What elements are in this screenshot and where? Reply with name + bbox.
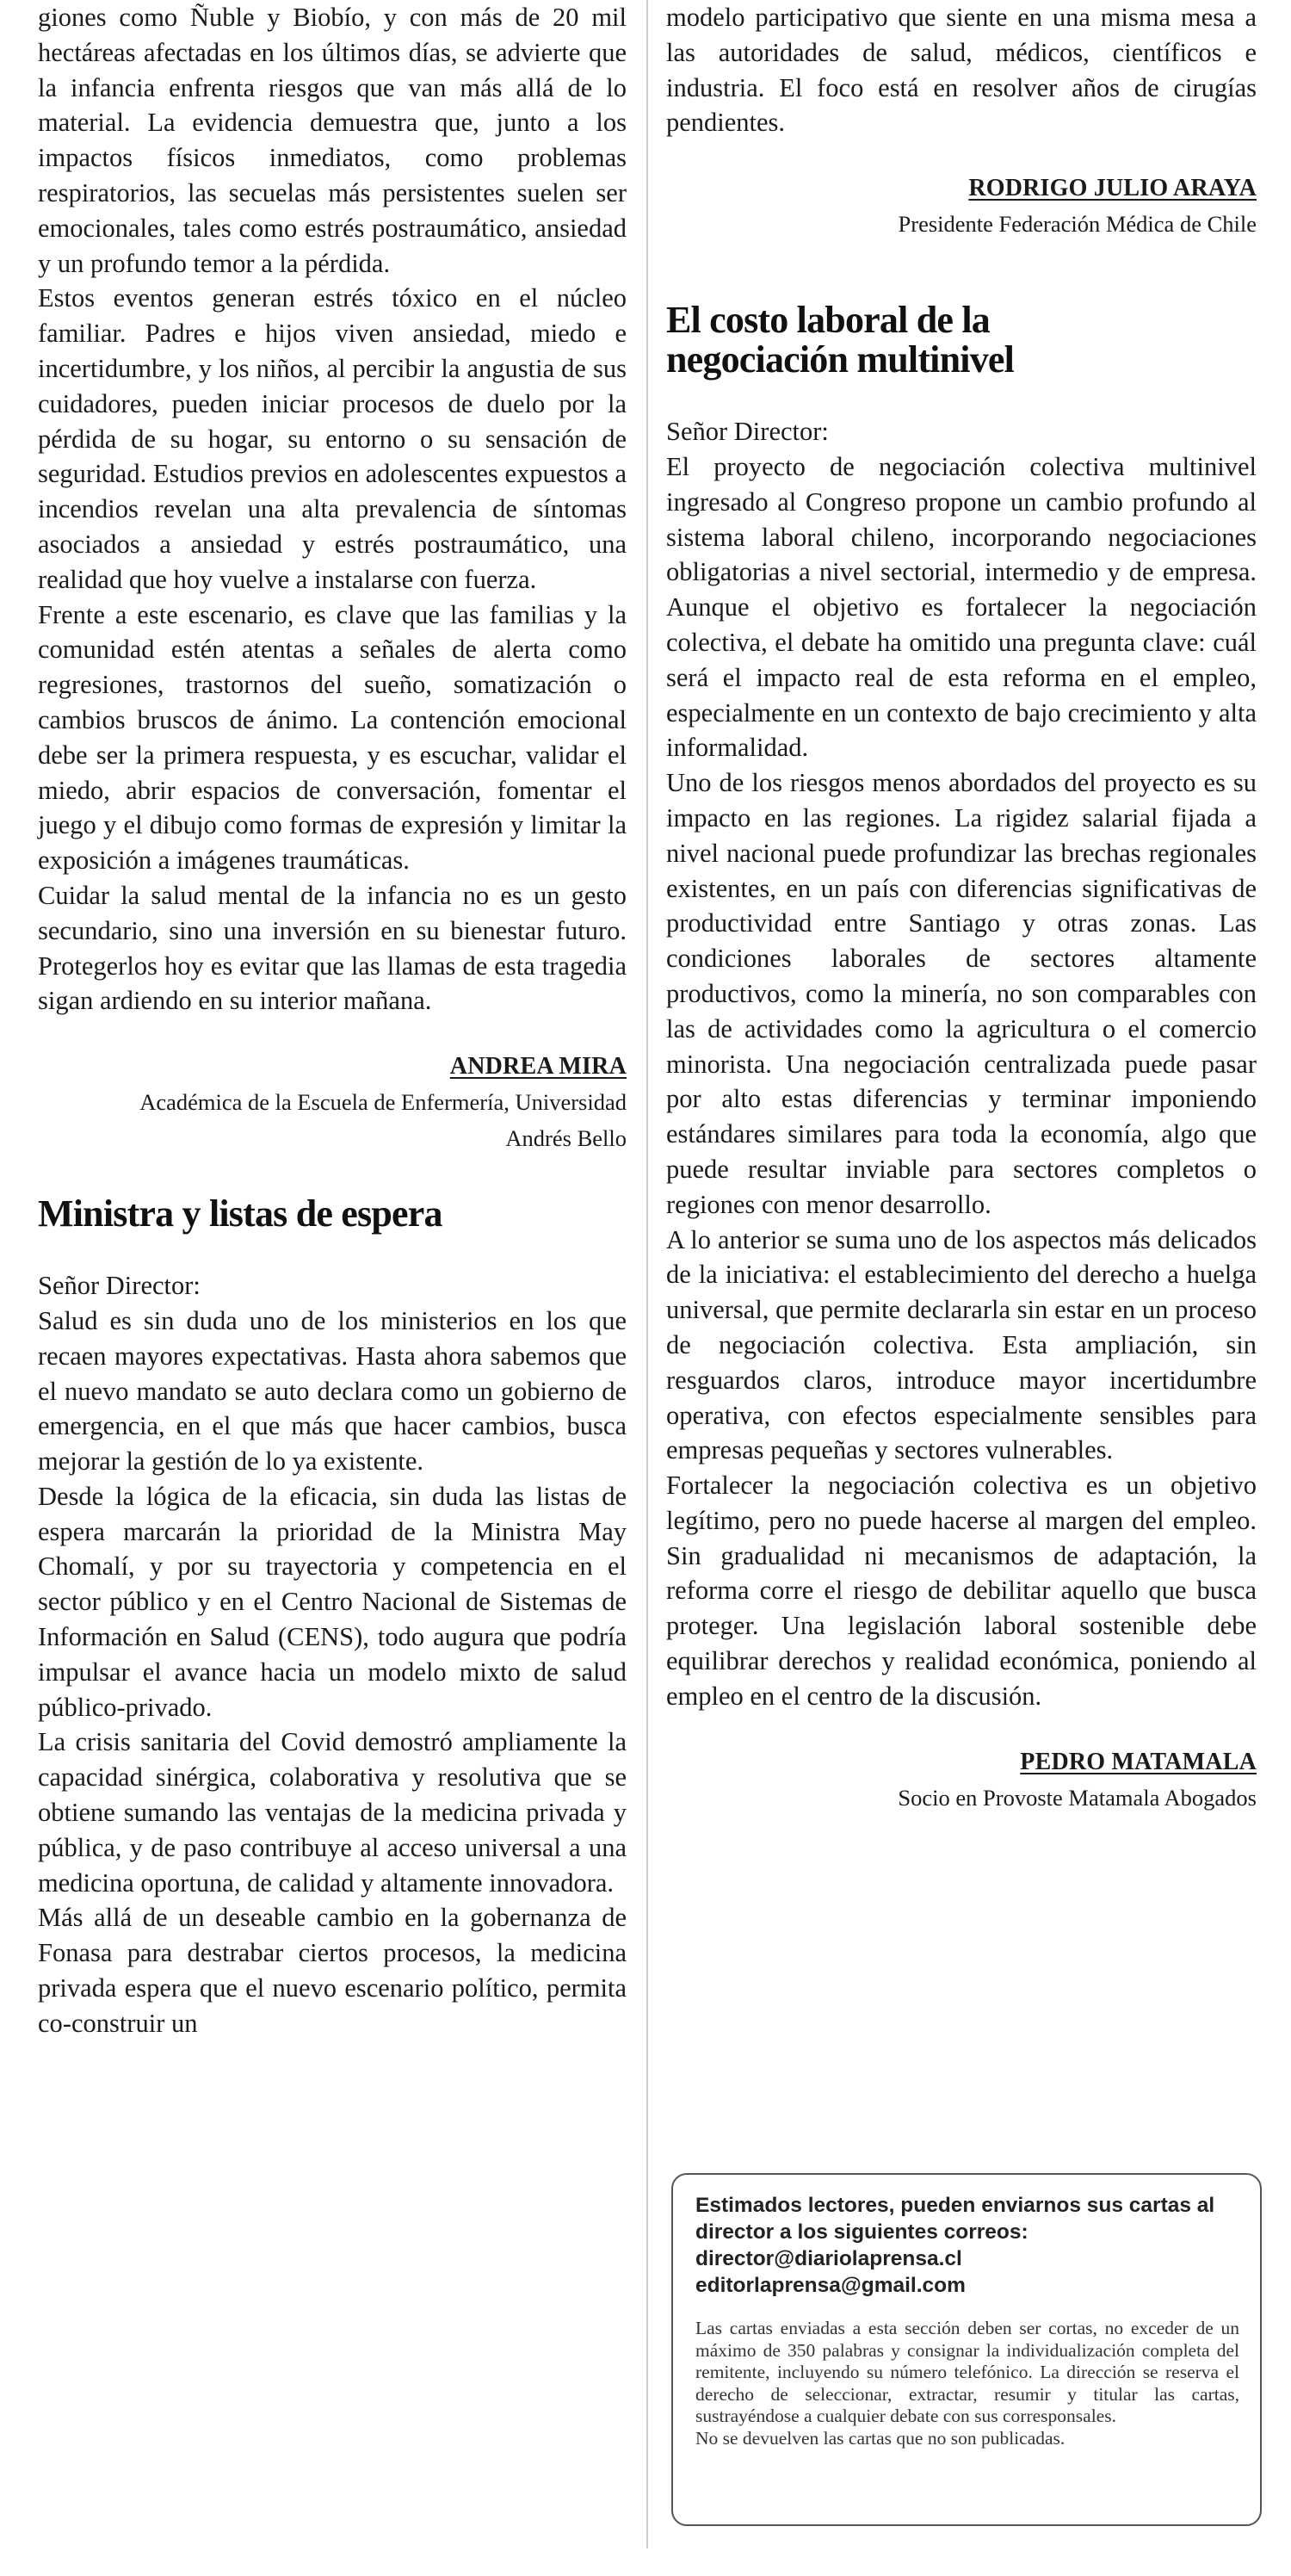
letter-paragraph: Uno de los riesgos menos abordados del proyecto es su impacto en las regiones. La rigidez salarial fijada a nivel nacional puede profundizar las brechas regionales existentes, en un país con diferencias significativas de productividad entre Santiago y otras zonas. Las condiciones laborales de sectores altamente productivos, como la minería, no son comparables con las de actividades como la agricultura o el comercio minorista. Una negociación centralizada puede pasar por alto estas diferencias y terminar imponiendo estándares similares para toda la economía, algo que puede resultar inviable para sectores completos o regiones con menor desarrollo. — [666, 768, 1257, 1219]
letters-submission-notice — [671, 2173, 1262, 2526]
signature-name: ANDREA MIRA — [449, 1053, 627, 1081]
letter-paragraph: Frente a este escenario, es clave que las familias y la comunidad estén atentas a señales de alerta como regresiones, trastornos del sueño, somatización o cambios bruscos de ánimo. La contención emocional debe ser la primera respuesta, y es escuchar, validar el miedo, abrir espacios de conversación, fomentar el juego y el dibujo como formas de expresión y limitar la exposición a imágenes traumáticas. — [38, 599, 627, 876]
letter-salutation: Señor Director: — [666, 417, 829, 447]
letter-title — [666, 300, 1257, 380]
letter-paragraph: A lo anterior se suma uno de los aspectos más delicados de la iniciativa: el establecimiento del derecho a huelga universal, que permite declararla sin estar en un proceso de negociación colectiva. Esta ampliación, sin resguardos claros, introduce mayor incertidumbre operativa, con efectos especialmente sensibles para empresas pequeñas y sectores vulnerables. — [666, 1224, 1257, 1465]
letter-paragraph: El proyecto de negociación colectiva multinivel ingresado al Congreso propone un cambio profundo al sistema laboral chileno, incorporando negociaciones obligatorias a nivel sectorial, intermedio y de empresa. Aunque el objetivo es fortalecer la negociación colectiva, el debate ha omitido una pregunta clave: cuál será el impacto real de esta reforma en el empleo, especialmente en un contexto de bajo crecimiento y alta informalidad. — [666, 451, 1257, 763]
column-divider — [646, 0, 648, 2548]
letter-paragraph: Estos eventos generan estrés tóxico en el núcleo familiar. Padres e hijos viven ansiedad, miedo e incertidumbre, y los niños, al percibir la angustia de sus cuidadores, pueden iniciar procesos de duelo por la pérdida de su hogar, su entorno o su sensación de seguridad. Estudios previos en adolescentes expuestos a incendios revelan una alta prevalencia de síntomas asociados a ansiedad y estrés postraumático, una realidad que hoy vuelve a instalarse con fuerza. — [38, 283, 627, 594]
letter-title-line: negociación multinivel — [666, 338, 1015, 381]
email-link-editor[interactable]: editorlaprensa@gmail.com — [695, 2274, 966, 2297]
letter-title: Ministra y listas de espera — [38, 1192, 442, 1235]
letter-title-line: El costo laboral de la — [666, 299, 990, 342]
letter-paragraph: Más allá de un deseable cambio en la gobernanza de Fonasa para destrabar ciertos procesos, la medicina privada espera que el nuevo escenario político, permita co-construir un — [38, 1903, 627, 2038]
letter-paragraph: Fortalecer la negociación colectiva es un objetivo legítimo, pero no puede hacerse al margen del empleo. Sin gradualidad ni mecanismos de adaptación, la reforma corre el riesgo de debilitar aquello que busca proteger. Una legislación laboral sostenible debe equilibrar derechos y realidad económica, poniendo al empleo en el centro de la discusión. — [666, 1471, 1257, 1711]
letter-ministra-listas — [38, 1194, 627, 2041]
letter-salutation: Señor Director: — [38, 1271, 201, 1301]
signature-role-continued: Andrés Bello — [505, 1125, 627, 1152]
signature-role: Socio en Provoste Matamala Abogados — [898, 1784, 1257, 1811]
letter-paragraph: giones como Ñuble y Biobío, y con más de 20 mil hectáreas afectadas en los últimos días, se advierte que la infancia enfrenta riesgos que van más allá de lo material. La evidencia demuestra que, junto a los impactos físicos inmediatos, como problemas respiratorios, las secuelas más persistentes suelen ser emocionales, tales como estrés postraumático, ansiedad y un profundo temor a la pérdida. — [38, 3, 627, 278]
letter-paragraph: Salud es sin duda uno de los ministerios en los que recaen mayores expectativas. Hasta ahora sabemos que el nuevo mandato se auto declara como un gobierno de emergencia, en el que más que hacer cambios, busca mejorar la gestión de lo ya existente. — [38, 1305, 627, 1477]
letter-paragraph: modelo participativo que siente en una misma mesa a las autoridades de salud, médicos, científicos e industria. El foco está en resolver años de cirugías pendientes. — [666, 3, 1257, 138]
right-column — [666, 0, 1257, 1816]
notice-intro — [695, 2192, 1239, 2299]
notice-rules-text: Las cartas enviadas a esta sección deben ser cortas, no exceder de un máximo de 350 palabras y consignar la individualización completa del remitente, incluyendo su número telefónico. La dirección se reserva el derecho de seleccionar, extractar, resumir y titular las cartas, sustrayéndose a cualquier debate con sus corresponsales. — [695, 2318, 1239, 2426]
signature-role: Presidente Federación Médica de Chile — [898, 211, 1257, 238]
letter-paragraph: La crisis sanitaria del Covid demostró ampliamente la capacidad sinérgica, colaborativa y resolutiva que se obtiene sumando las ventajas de la medicina privada y pública, y de paso contribuye al acceso universal a una medicina oportuna, de calidad y altamente innovadora. — [38, 1727, 627, 1898]
notice-rules — [695, 2318, 1239, 2449]
signature-name: PEDRO MATAMALA — [1020, 1748, 1257, 1775]
notice-intro-text: Estimados lectores, pueden enviarnos sus cartas al director a los siguientes correos: — [695, 2194, 1215, 2244]
letter-paragraph: Desde la lógica de la eficacia, sin duda las listas de espera marcarán la prioridad de la Ministra May Chomalí, y por su trayectoria y competencia en el sector público y en el Centro Nacional de Sistemas de Información en Salud (CENS), todo augura que podría impulsar el avance hacia un modelo mixto de salud público-privado. — [38, 1481, 627, 1722]
letter-paragraph: Cuidar la salud mental de la infancia no es un gesto secundario, sino una inversión en su bienestar futuro. Protegerlos hoy es evitar que las llamas de esta tragedia sigan ardiendo en su interior mañana. — [38, 880, 627, 1016]
letter-ministra-continued — [666, 0, 1257, 242]
email-link-director[interactable]: director@diariolaprensa.cl — [695, 2247, 962, 2270]
letter-costo-laboral — [666, 300, 1257, 1815]
left-column — [38, 0, 627, 2041]
signature-role: Académica de la Escuela de Enfermería, Universidad — [139, 1089, 627, 1116]
signature-name: RODRIGO JULIO ARAYA — [968, 175, 1257, 202]
letter-wildfire-children — [38, 0, 627, 1156]
notice-rules-last: No se devuelven las cartas que no son publicadas. — [695, 2427, 1066, 2449]
